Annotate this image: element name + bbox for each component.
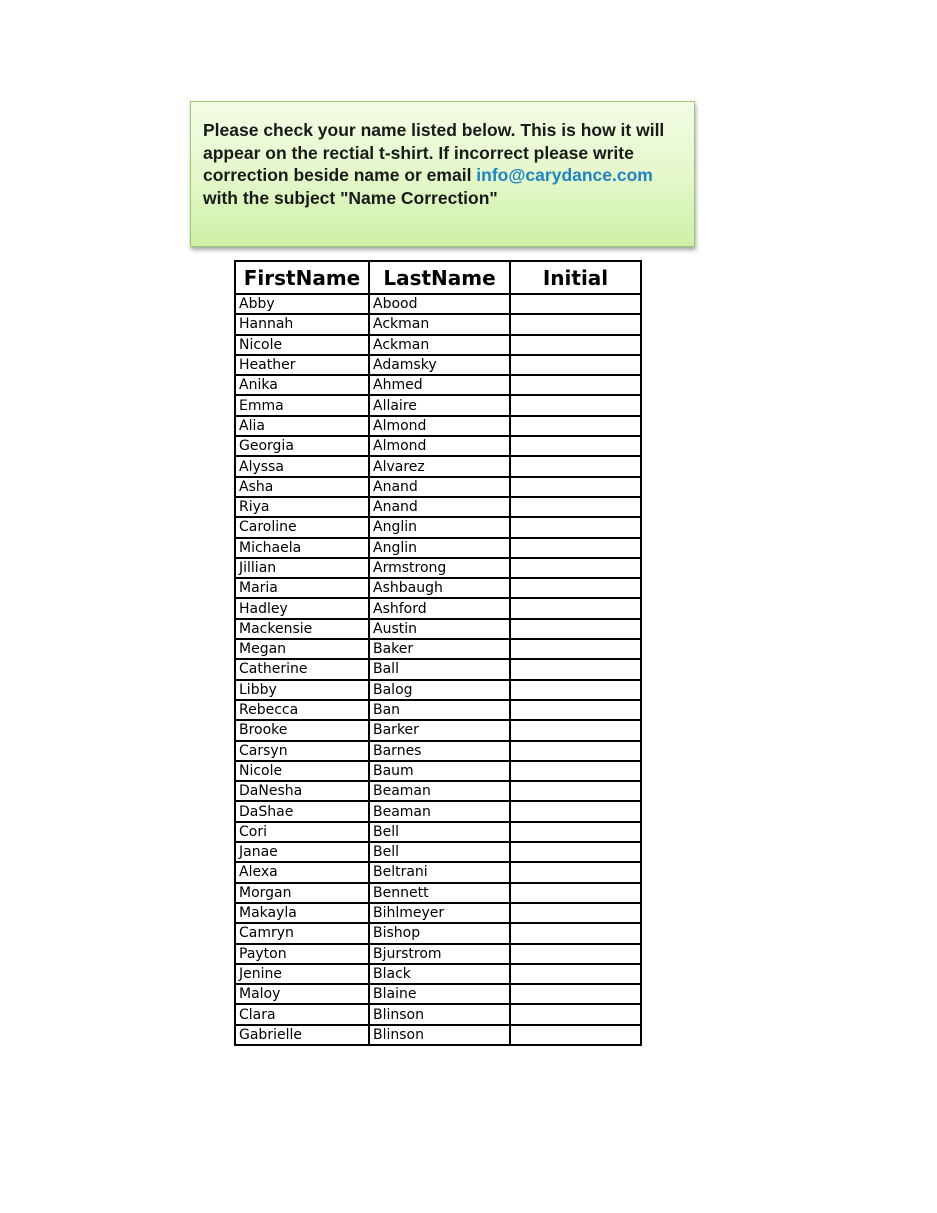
initial-cell[interactable]: [510, 416, 641, 436]
first-name-cell: Nicole: [235, 335, 369, 355]
table-row: [235, 538, 641, 558]
initial-cell[interactable]: [510, 903, 641, 923]
last-name-cell: Beltrani: [369, 862, 510, 882]
last-name-cell: Anand: [369, 477, 510, 497]
last-name-cell: Ban: [369, 700, 510, 720]
table-row: [235, 355, 641, 375]
last-name-cell: Beaman: [369, 781, 510, 801]
table-row: [235, 598, 641, 618]
header-row: [235, 261, 641, 294]
last-name-cell: Baum: [369, 761, 510, 781]
table-row: [235, 497, 641, 517]
last-name-cell: Baker: [369, 639, 510, 659]
table-row: [235, 842, 641, 862]
table-row: [235, 944, 641, 964]
initial-cell[interactable]: [510, 680, 641, 700]
last-name-cell: Ackman: [369, 335, 510, 355]
last-name-cell: Bennett: [369, 883, 510, 903]
table-row: [235, 781, 641, 801]
table-row: [235, 883, 641, 903]
initial-cell[interactable]: [510, 801, 641, 821]
table-row: [235, 578, 641, 598]
initial-cell[interactable]: [510, 781, 641, 801]
initial-cell[interactable]: [510, 517, 641, 537]
initial-cell[interactable]: [510, 436, 641, 456]
initial-cell[interactable]: [510, 375, 641, 395]
first-name-cell: Abby: [235, 294, 369, 314]
table-row: [235, 801, 641, 821]
initial-cell[interactable]: [510, 456, 641, 476]
first-name-cell: Jillian: [235, 558, 369, 578]
first-name-cell: Georgia: [235, 436, 369, 456]
last-name-cell: Bishop: [369, 923, 510, 943]
last-name-cell: Beaman: [369, 801, 510, 821]
last-name-cell: Anand: [369, 497, 510, 517]
table-row: [235, 456, 641, 476]
table-row: [235, 680, 641, 700]
initial-cell[interactable]: [510, 538, 641, 558]
last-name-cell: Ball: [369, 659, 510, 679]
initial-cell[interactable]: [510, 659, 641, 679]
table-row: [235, 416, 641, 436]
last-name-cell: Armstrong: [369, 558, 510, 578]
first-name-cell: Jenine: [235, 964, 369, 984]
last-name-cell: Almond: [369, 416, 510, 436]
first-name-cell: Riya: [235, 497, 369, 517]
last-name-cell: Bell: [369, 842, 510, 862]
last-name-cell: Ackman: [369, 314, 510, 334]
table-row: [235, 335, 641, 355]
table-row: [235, 1004, 641, 1024]
table-row: [235, 294, 641, 314]
initial-cell[interactable]: [510, 314, 641, 334]
first-name-cell: Cori: [235, 822, 369, 842]
first-name-cell: Gabrielle: [235, 1025, 369, 1045]
notice-text-end: with the subject "Name Correction": [203, 187, 498, 208]
header-initial: Initial: [510, 261, 641, 294]
table-row: [235, 558, 641, 578]
initial-cell[interactable]: [510, 923, 641, 943]
table-row: [235, 517, 641, 537]
first-name-cell: Alia: [235, 416, 369, 436]
table-row: [235, 436, 641, 456]
header-last-name: LastName: [369, 261, 510, 294]
first-name-cell: Heather: [235, 355, 369, 375]
initial-cell[interactable]: [510, 741, 641, 761]
table-row: [235, 923, 641, 943]
initial-cell[interactable]: [510, 395, 641, 415]
initial-cell[interactable]: [510, 619, 641, 639]
first-name-cell: Michaela: [235, 538, 369, 558]
table-row: [235, 639, 641, 659]
table-row: [235, 862, 641, 882]
header-first-name: FirstName: [235, 261, 369, 294]
last-name-cell: Bell: [369, 822, 510, 842]
last-name-cell: Blinson: [369, 1025, 510, 1045]
initial-cell[interactable]: [510, 294, 641, 314]
last-name-cell: Adamsky: [369, 355, 510, 375]
initial-cell[interactable]: [510, 720, 641, 740]
table-row: [235, 741, 641, 761]
last-name-cell: Bjurstrom: [369, 944, 510, 964]
initial-cell[interactable]: [510, 822, 641, 842]
initial-cell[interactable]: [510, 598, 641, 618]
last-name-cell: Alvarez: [369, 456, 510, 476]
first-name-cell: Asha: [235, 477, 369, 497]
last-name-cell: Anglin: [369, 538, 510, 558]
first-name-cell: Alexa: [235, 862, 369, 882]
table-row: [235, 395, 641, 415]
first-name-cell: Janae: [235, 842, 369, 862]
last-name-cell: Ahmed: [369, 375, 510, 395]
table-row: [235, 761, 641, 781]
initial-cell[interactable]: [510, 558, 641, 578]
initial-cell[interactable]: [510, 761, 641, 781]
initial-cell[interactable]: [510, 944, 641, 964]
name-check-notice: [190, 101, 695, 247]
first-name-cell: Brooke: [235, 720, 369, 740]
last-name-cell: Blaine: [369, 984, 510, 1004]
first-name-cell: Clara: [235, 1004, 369, 1024]
table-row: [235, 700, 641, 720]
first-name-cell: Anika: [235, 375, 369, 395]
last-name-cell: Almond: [369, 436, 510, 456]
table-row: [235, 984, 641, 1004]
first-name-cell: Catherine: [235, 659, 369, 679]
first-name-cell: Nicole: [235, 761, 369, 781]
first-name-cell: Alyssa: [235, 456, 369, 476]
last-name-cell: Ashbaugh: [369, 578, 510, 598]
table-row: [235, 720, 641, 740]
first-name-cell: Camryn: [235, 923, 369, 943]
first-name-cell: Mackensie: [235, 619, 369, 639]
first-name-cell: Payton: [235, 944, 369, 964]
last-name-cell: Austin: [369, 619, 510, 639]
table-row: [235, 375, 641, 395]
last-name-cell: Black: [369, 964, 510, 984]
first-name-cell: Maria: [235, 578, 369, 598]
initial-cell[interactable]: [510, 842, 641, 862]
initial-cell[interactable]: [510, 862, 641, 882]
initial-cell[interactable]: [510, 1004, 641, 1024]
table-row: [235, 477, 641, 497]
initial-cell[interactable]: [510, 700, 641, 720]
last-name-cell: Barnes: [369, 741, 510, 761]
last-name-cell: Bihlmeyer: [369, 903, 510, 923]
initial-cell[interactable]: [510, 883, 641, 903]
initial-cell[interactable]: [510, 639, 641, 659]
last-name-cell: Barker: [369, 720, 510, 740]
first-name-cell: Emma: [235, 395, 369, 415]
table-row: [235, 659, 641, 679]
first-name-cell: DaNesha: [235, 781, 369, 801]
last-name-cell: Allaire: [369, 395, 510, 415]
table-row: [235, 1025, 641, 1045]
first-name-cell: Carsyn: [235, 741, 369, 761]
initial-cell[interactable]: [510, 497, 641, 517]
name-roster-table: [234, 260, 642, 1046]
last-name-cell: Blinson: [369, 1004, 510, 1024]
table-row: [235, 964, 641, 984]
first-name-cell: Makayla: [235, 903, 369, 923]
initial-cell[interactable]: [510, 984, 641, 1004]
first-name-cell: Hadley: [235, 598, 369, 618]
initial-cell[interactable]: [510, 477, 641, 497]
initial-cell[interactable]: [510, 355, 641, 375]
first-name-cell: Morgan: [235, 883, 369, 903]
last-name-cell: Ashford: [369, 598, 510, 618]
table-row: [235, 903, 641, 923]
first-name-cell: Libby: [235, 680, 369, 700]
table-row: [235, 619, 641, 639]
first-name-cell: Rebecca: [235, 700, 369, 720]
initial-cell[interactable]: [510, 964, 641, 984]
table-row: [235, 822, 641, 842]
first-name-cell: Caroline: [235, 517, 369, 537]
initial-cell[interactable]: [510, 578, 641, 598]
first-name-cell: Maloy: [235, 984, 369, 1004]
first-name-cell: DaShae: [235, 801, 369, 821]
initial-cell[interactable]: [510, 335, 641, 355]
last-name-cell: Abood: [369, 294, 510, 314]
initial-cell[interactable]: [510, 1025, 641, 1045]
roster-body: [235, 294, 641, 1045]
table-row: [235, 314, 641, 334]
last-name-cell: Balog: [369, 680, 510, 700]
first-name-cell: Hannah: [235, 314, 369, 334]
email-link[interactable]: info@carydance.com: [476, 165, 653, 186]
last-name-cell: Anglin: [369, 517, 510, 537]
first-name-cell: Megan: [235, 639, 369, 659]
notice-text-start: Please check your name listed below. This is how it will appear on the rectial t-shirt. If incorrect please write correction beside name or email: [203, 120, 665, 186]
